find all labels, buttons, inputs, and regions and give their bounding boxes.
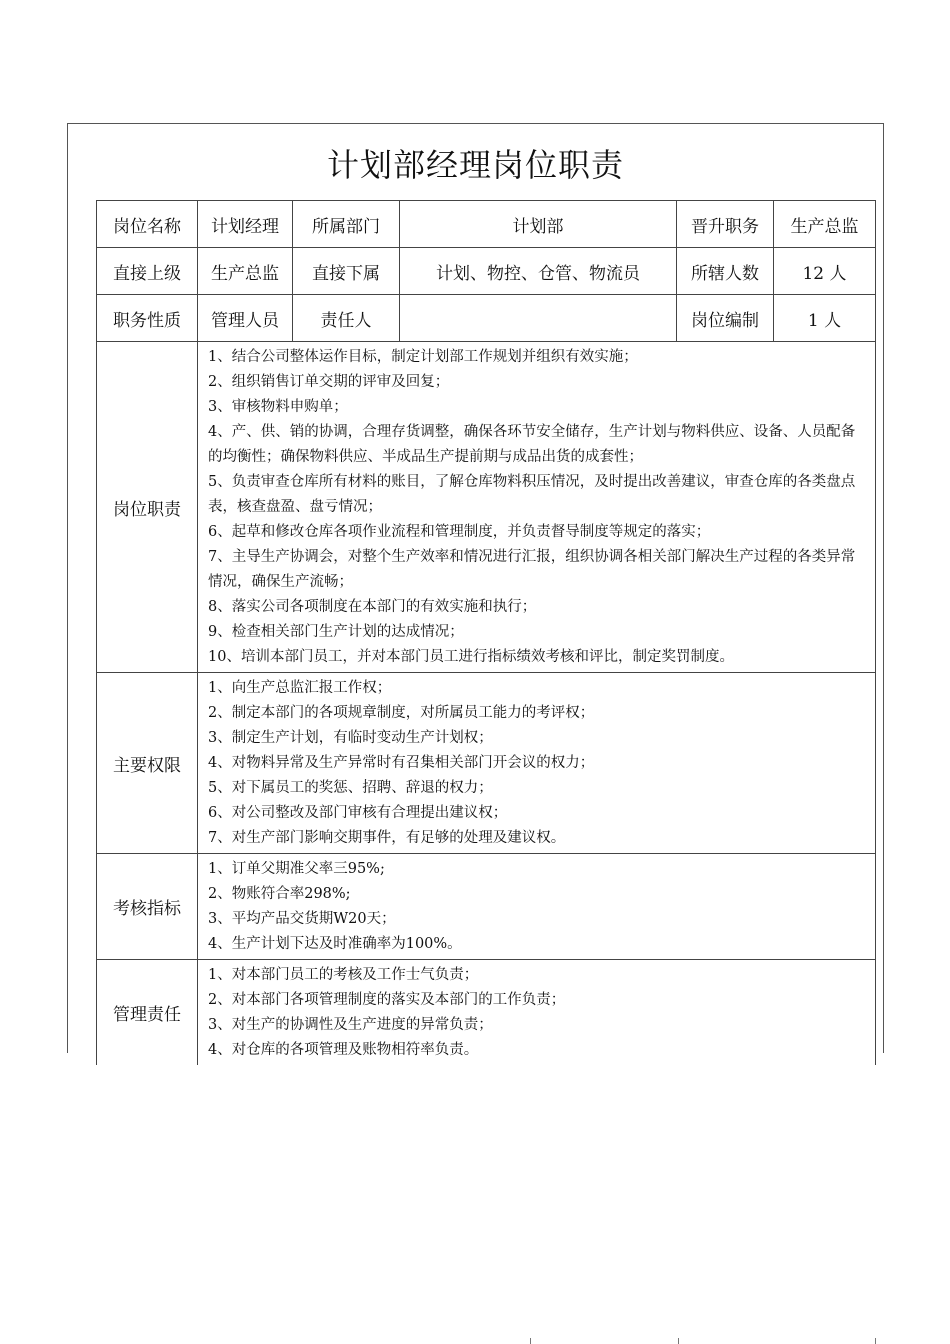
list-item: 7、对生产部门影响交期事件，有足够的处理及建议权。 <box>208 830 566 846</box>
crop-mark <box>530 1338 531 1344</box>
header-cell: 岗位名称 <box>97 201 198 248</box>
section-row-authority <box>97 673 876 854</box>
list-item: 6、对公司整改及部门审核有合理提出建议权； <box>208 805 508 821</box>
header-cell: 生产总监 <box>774 201 876 248</box>
header-cell: 所属部门 <box>293 201 400 248</box>
list-item: 5、对下属员工的奖惩、招聘、辞退的权力； <box>208 780 493 796</box>
list-item: 10、培训本部门员工，并对本部门员工进行指标绩效考核和评比，制定奖罚制度。 <box>208 649 734 665</box>
list-item: 4、生产计划下达及时准确率为100%。 <box>208 936 462 952</box>
header-cell: 直接上级 <box>97 248 198 295</box>
header-row <box>97 295 876 342</box>
list-item: 3、审核物料申购单； <box>208 399 348 415</box>
list-item: 7、主导生产协调会，对整个生产效率和情况进行汇报，组织协调各相关部门解决生产过程的各类异常情况，确保生产流畅； <box>208 549 856 590</box>
header-cell: 计划经理 <box>198 201 293 248</box>
list-item: 3、平均产品交货期W20天； <box>208 911 396 927</box>
page-title: 计划部经理岗位职责 <box>326 146 624 184</box>
section-label: 考核指标 <box>97 854 198 960</box>
header-cell: 计划部 <box>400 201 677 248</box>
list-item: 2、物账符合率298%; <box>208 886 351 902</box>
section-label: 管理责任 <box>97 960 198 1066</box>
list-item: 1、订单父期准父率三95%; <box>208 861 385 877</box>
list-item: 4、产、供、销的协调，合理存货调整，确保各环节安全储存，生产计划与物料供应、设备、人员配备的均衡性；确保物料供应、半成品生产提前期与成品出货的成套性； <box>208 424 856 465</box>
header-cell: 生产总监 <box>198 248 293 295</box>
header-cell: 1 人 <box>774 295 876 342</box>
header-cell: 岗位编制 <box>677 295 774 342</box>
header-row <box>97 248 876 295</box>
header-cell: 所辖人数 <box>677 248 774 295</box>
header-cell: 责任人 <box>293 295 400 342</box>
list-item: 3、制定生产计划，有临时变动生产计划权； <box>208 730 493 746</box>
section-row-responsibility <box>97 960 876 1066</box>
list-item: 5、负责审查仓库所有材料的账目，了解仓库物料积压情况，及时提出改善建议，审查仓库的各类盘点表，核查盘盈、盘亏情况； <box>208 474 856 515</box>
list-item: 1、对本部门员工的考核及工作士气负责； <box>208 967 479 983</box>
section-label: 岗位职责 <box>97 342 198 673</box>
section-content <box>198 960 876 1066</box>
list-item: 2、组织销售订单交期的评审及回复； <box>208 374 450 390</box>
section-label: 主要权限 <box>97 673 198 854</box>
list-item: 4、对仓库的各项管理及账物相符率负责。 <box>208 1042 479 1058</box>
list-item: 1、向生产总监汇报工作权； <box>208 680 392 696</box>
header-cell: 计划、物控、仓管、物流员 <box>400 248 677 295</box>
header-cell: 晋升职务 <box>677 201 774 248</box>
list-item: 3、对生产的协调性及生产进度的异常负责； <box>208 1017 493 1033</box>
header-cell: 职务性质 <box>97 295 198 342</box>
list-item: 2、制定本部门的各项规章制度，对所属员工能力的考评权； <box>208 705 595 721</box>
list-item: 1、结合公司整体运作目标，制定计划部工作规划并组织有效实施； <box>208 349 638 365</box>
header-cell: 直接下属 <box>293 248 400 295</box>
list-item: 4、对物料异常及生产异常时有召集相关部门开会议的权力； <box>208 755 595 771</box>
header-row <box>97 201 876 248</box>
header-cell: 管理人员 <box>198 295 293 342</box>
crop-mark <box>678 1338 679 1344</box>
list-item: 6、起草和修改仓库各项作业流程和管理制度，并负责督导制度等规定的落实； <box>208 524 711 540</box>
section-content <box>198 342 876 673</box>
section-content <box>198 854 876 960</box>
section-row-duties <box>97 342 876 673</box>
section-content <box>198 673 876 854</box>
list-item: 9、检查相关部门生产计划的达成情况； <box>208 624 464 640</box>
job-description-table <box>96 200 876 1065</box>
header-cell <box>400 295 677 342</box>
header-cell: 12 人 <box>774 248 876 295</box>
list-item: 2、对本部门各项管理制度的落实及本部门的工作负责； <box>208 992 566 1008</box>
section-row-kpi <box>97 854 876 960</box>
crop-mark <box>875 1338 876 1344</box>
list-item: 8、落实公司各项制度在本部门的有效实施和执行； <box>208 599 537 615</box>
